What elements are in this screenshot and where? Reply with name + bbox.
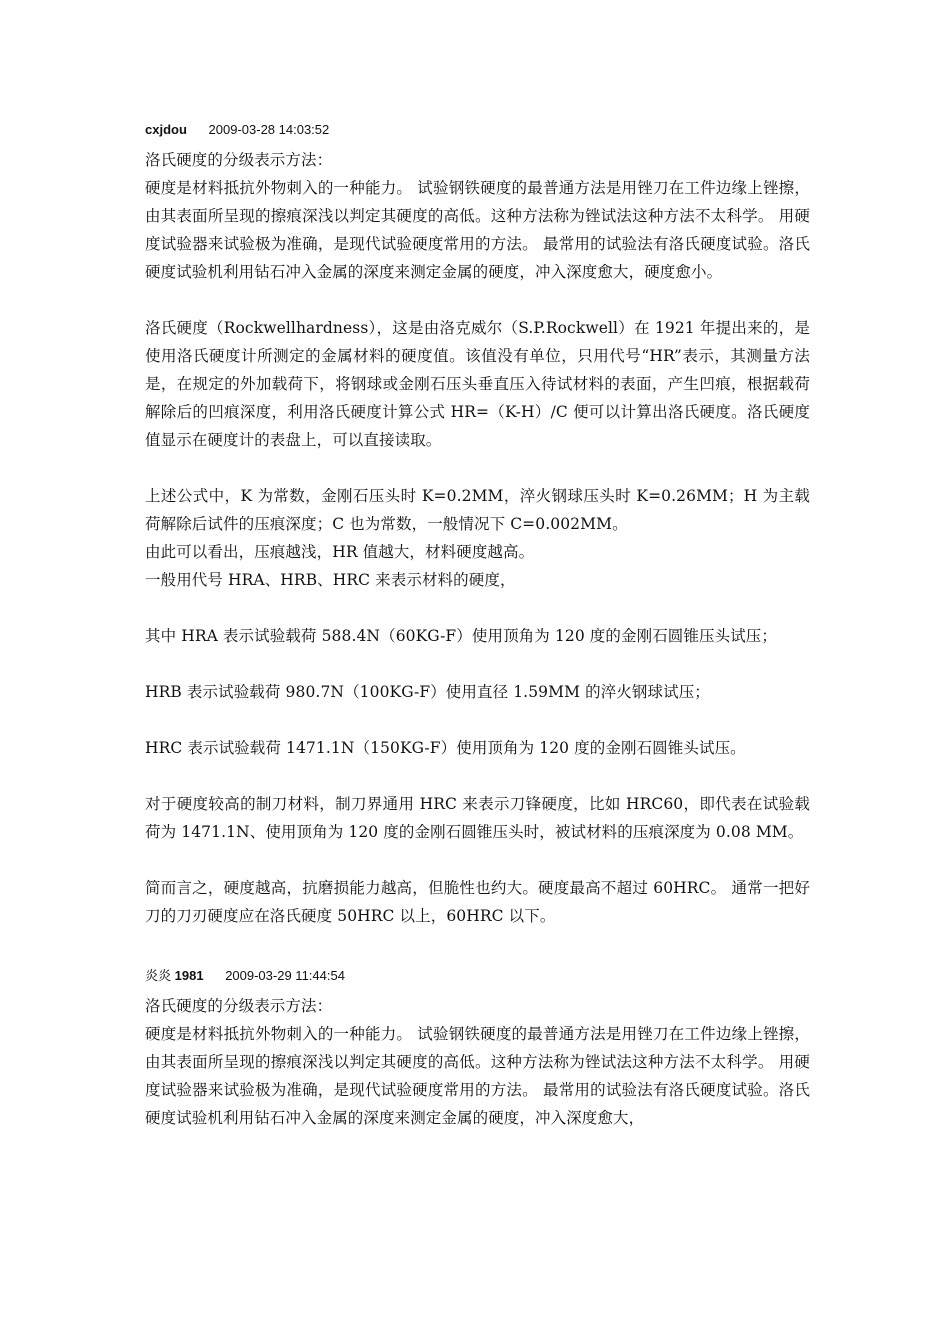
post-timestamp: 2009-03-28 14:03:52 xyxy=(208,122,330,137)
author-name: 炎炎 xyxy=(145,968,172,983)
blank-line xyxy=(145,594,810,622)
post-header xyxy=(145,120,810,140)
document-page xyxy=(145,120,810,1132)
post-title: 洛氏硬度的分级表示方法： xyxy=(145,997,333,1015)
post-author: cxjdou xyxy=(145,122,187,137)
post-2 xyxy=(145,966,810,1132)
post-header xyxy=(145,966,810,986)
paragraph-scale-codes: 一般用代号 HRA、HRB、HRC 来表示材料的硬度， xyxy=(145,571,516,589)
paragraph-intro: 硬度是材料抵抗外物刺入的一种能力。 试验钢铁硬度的最普通方法是用锉刀在工件边缘上锉擦，由其表面所呈现的擦痕深浅以判定其硬度的高低。这种方法称为锉试法这种方法不太科学。 用硬度试验器来试验极为准确，是现代试验硬度常用的方法。 最常用的试验法有洛氏硬度试验。洛氏硬度试验机利用钻石冲入金属的深度来测定金属的硬度，冲入深度愈大，硬度愈小。 xyxy=(145,179,810,281)
paragraph-hrc: HRC 表示试验载荷 1471.1N（150KG-F）使用顶角为 120 度的金刚石圆锥头试压。 xyxy=(145,739,746,757)
blank-line xyxy=(145,706,810,734)
paragraph-summary: 简而言之，硬度越高，抗磨损能力越高，但脆性也约大。硬度最高不超过 60HRC。 通常一把好刀的刀刃硬度应在洛氏硬度 50HRC 以上，60HRC 以下。 xyxy=(145,879,810,925)
blank-line xyxy=(145,286,810,314)
paragraph-knife-hardness: 对于硬度较高的制刀材料，制刀界通用 HRC 来表示刀锋硬度，比如 HRC60，即代表在试验载荷为 1471.1N、使用顶角为 120 度的金刚石圆锥压头时，被试材料的压痕深度为 0.08 MM。 xyxy=(145,795,810,841)
blank-line xyxy=(145,762,810,790)
post-timestamp: 2009-03-29 11:44:54 xyxy=(225,968,345,983)
paragraph-rockwell-definition: 洛氏硬度（Rockwellhardness），这是由洛克威尔（S.P.Rockwell）在 1921 年提出来的，是使用洛氏硬度计所测定的金属材料的硬度值。该值没有单位，只用代号“HR”表示，其测量方法是，在规定的外加载荷下，将钢球或金刚石压头垂直压入待试材料的表面，产生凹痕，根据载荷解除后的凹痕深度，利用洛氏硬度计算公式 HR=（K-H）/C 便可以计算出洛氏硬度。洛氏硬度值显示在硬度计的表盘上，可以直接读取。 xyxy=(145,319,810,449)
blank-line xyxy=(145,454,810,482)
post-title: 洛氏硬度的分级表示方法： xyxy=(145,151,333,169)
blank-line xyxy=(145,846,810,874)
paragraph-conclusion: 由此可以看出，压痕越浅，HR 值越大，材料硬度越高。 xyxy=(145,543,535,561)
blank-line xyxy=(145,650,810,678)
paragraph-formula-constants: 上述公式中，K 为常数，金刚石压头时 K=0.2MM，淬火钢球压头时 K=0.26MM；H 为主载荷解除后试件的压痕深度；C 也为常数，一般情况下 C=0.002MM。 xyxy=(145,487,810,533)
author-number: 1981 xyxy=(174,968,204,983)
paragraph-hra: 其中 HRA 表示试验载荷 588.4N（60KG-F）使用顶角为 120 度的金刚石圆锥压头试压； xyxy=(145,627,778,645)
paragraph-intro: 硬度是材料抵抗外物刺入的一种能力。 试验钢铁硬度的最普通方法是用锉刀在工件边缘上锉擦，由其表面所呈现的擦痕深浅以判定其硬度的高低。这种方法称为锉试法这种方法不太科学。 用硬度试验器来试验极为准确，是现代试验硬度常用的方法。 最常用的试验法有洛氏硬度试验。洛氏硬度试验机利用钻石冲入金属的深度来测定金属的硬度，冲入深度愈大， xyxy=(145,1025,810,1127)
post-author xyxy=(145,968,204,983)
paragraph-hrb: HRB 表示试验载荷 980.7N（100KG-F）使用直径 1.59MM 的淬火钢球试压； xyxy=(145,683,710,701)
post-separator xyxy=(145,930,810,966)
post-1 xyxy=(145,120,810,930)
